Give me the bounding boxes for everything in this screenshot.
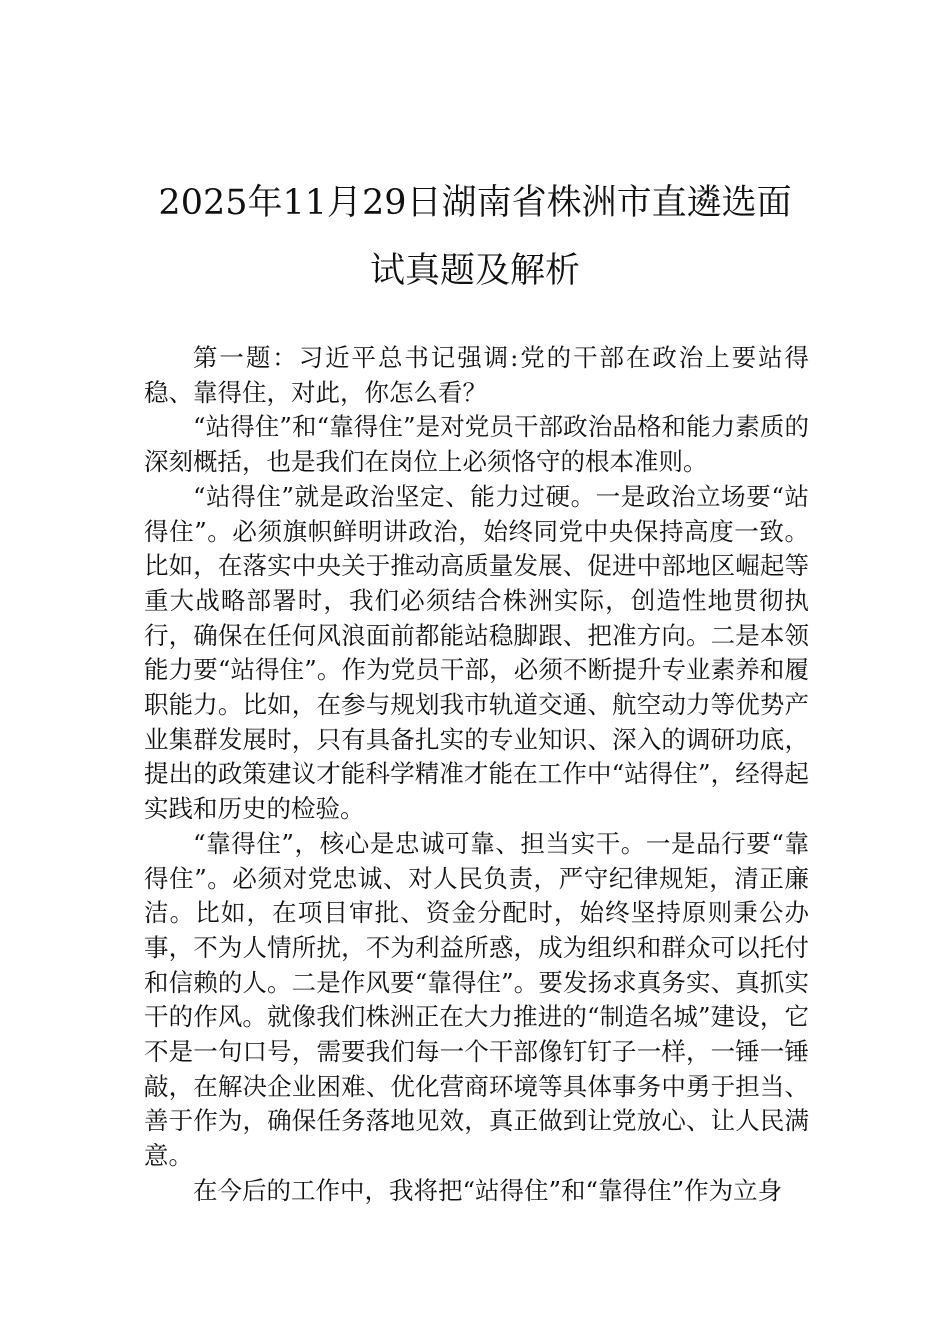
answer-paragraph-stand-firm: “站得住”就是政治坚定、能力过硬。一是政治立场要“站得住”。必须旗帜鲜明讲政治，始终同党中央保持高度一致。比如，在落实中央关于推动高质量发展、促进中部地区崛起等重大战略部署时，我们必须结合株洲实际，创造性地贯彻执行，确保在任何风浪面前都能站稳脚跟、把准方向。二是本领能力要“站得住”。作为党员干部，必须不断提升专业素养和履职能力。比如，在参与规划我市轨道交通、航空动力等优势产业集群发展时，只有具备扎实的专业知识、深入的调研功底，提出的政策建议才能科学精准才能在工作中“站得住”，经得起实践和历史的检验。 — [144, 481, 809, 824]
question-paragraph: 第一题：习近平总书记强调:党的干部在政治上要站得稳、靠得住，对此，你怎么看？ — [144, 343, 809, 407]
answer-paragraph-conclusion: 在今后的工作中，我将把“站得住”和“靠得住”作为立身 — [193, 1175, 783, 1205]
answer-paragraph-reliable: “靠得住”，核心是忠诚可靠、担当实干。一是品行要“靠得住”。必须对党忠诚、对人民负责，严守纪律规矩，清正廉洁。比如，在项目审批、资金分配时，始终坚持原则秉公办事，不为人情所扰，不为利益所惑，成为组织和群众可以托付和信赖的人。二是作风要“靠得住”。要发扬求真务实、真抓实干的作风。就像我们株洲正在大力推进的“制造名城”建设，它不是一句口号，需要我们每一个干部像钉钉子一样，一锤一锤敲，在解决企业困难、优化营商环境等具体事务中勇于担当、善于作为，确保任务落地见效，真正做到让党放心、让人民满意。 — [144, 828, 809, 1171]
document-title-line-1: 2025年11月29日湖南省株洲市直遴选面 — [158, 183, 792, 223]
document-body — [144, 341, 809, 1209]
answer-paragraph-intro: “站得住”和“靠得住”是对党员干部政治品格和能力素质的深刻概括，也是我们在岗位上必须恪守的根本准则。 — [144, 412, 809, 477]
document-title-line-2: 试真题及解析 — [369, 251, 580, 291]
